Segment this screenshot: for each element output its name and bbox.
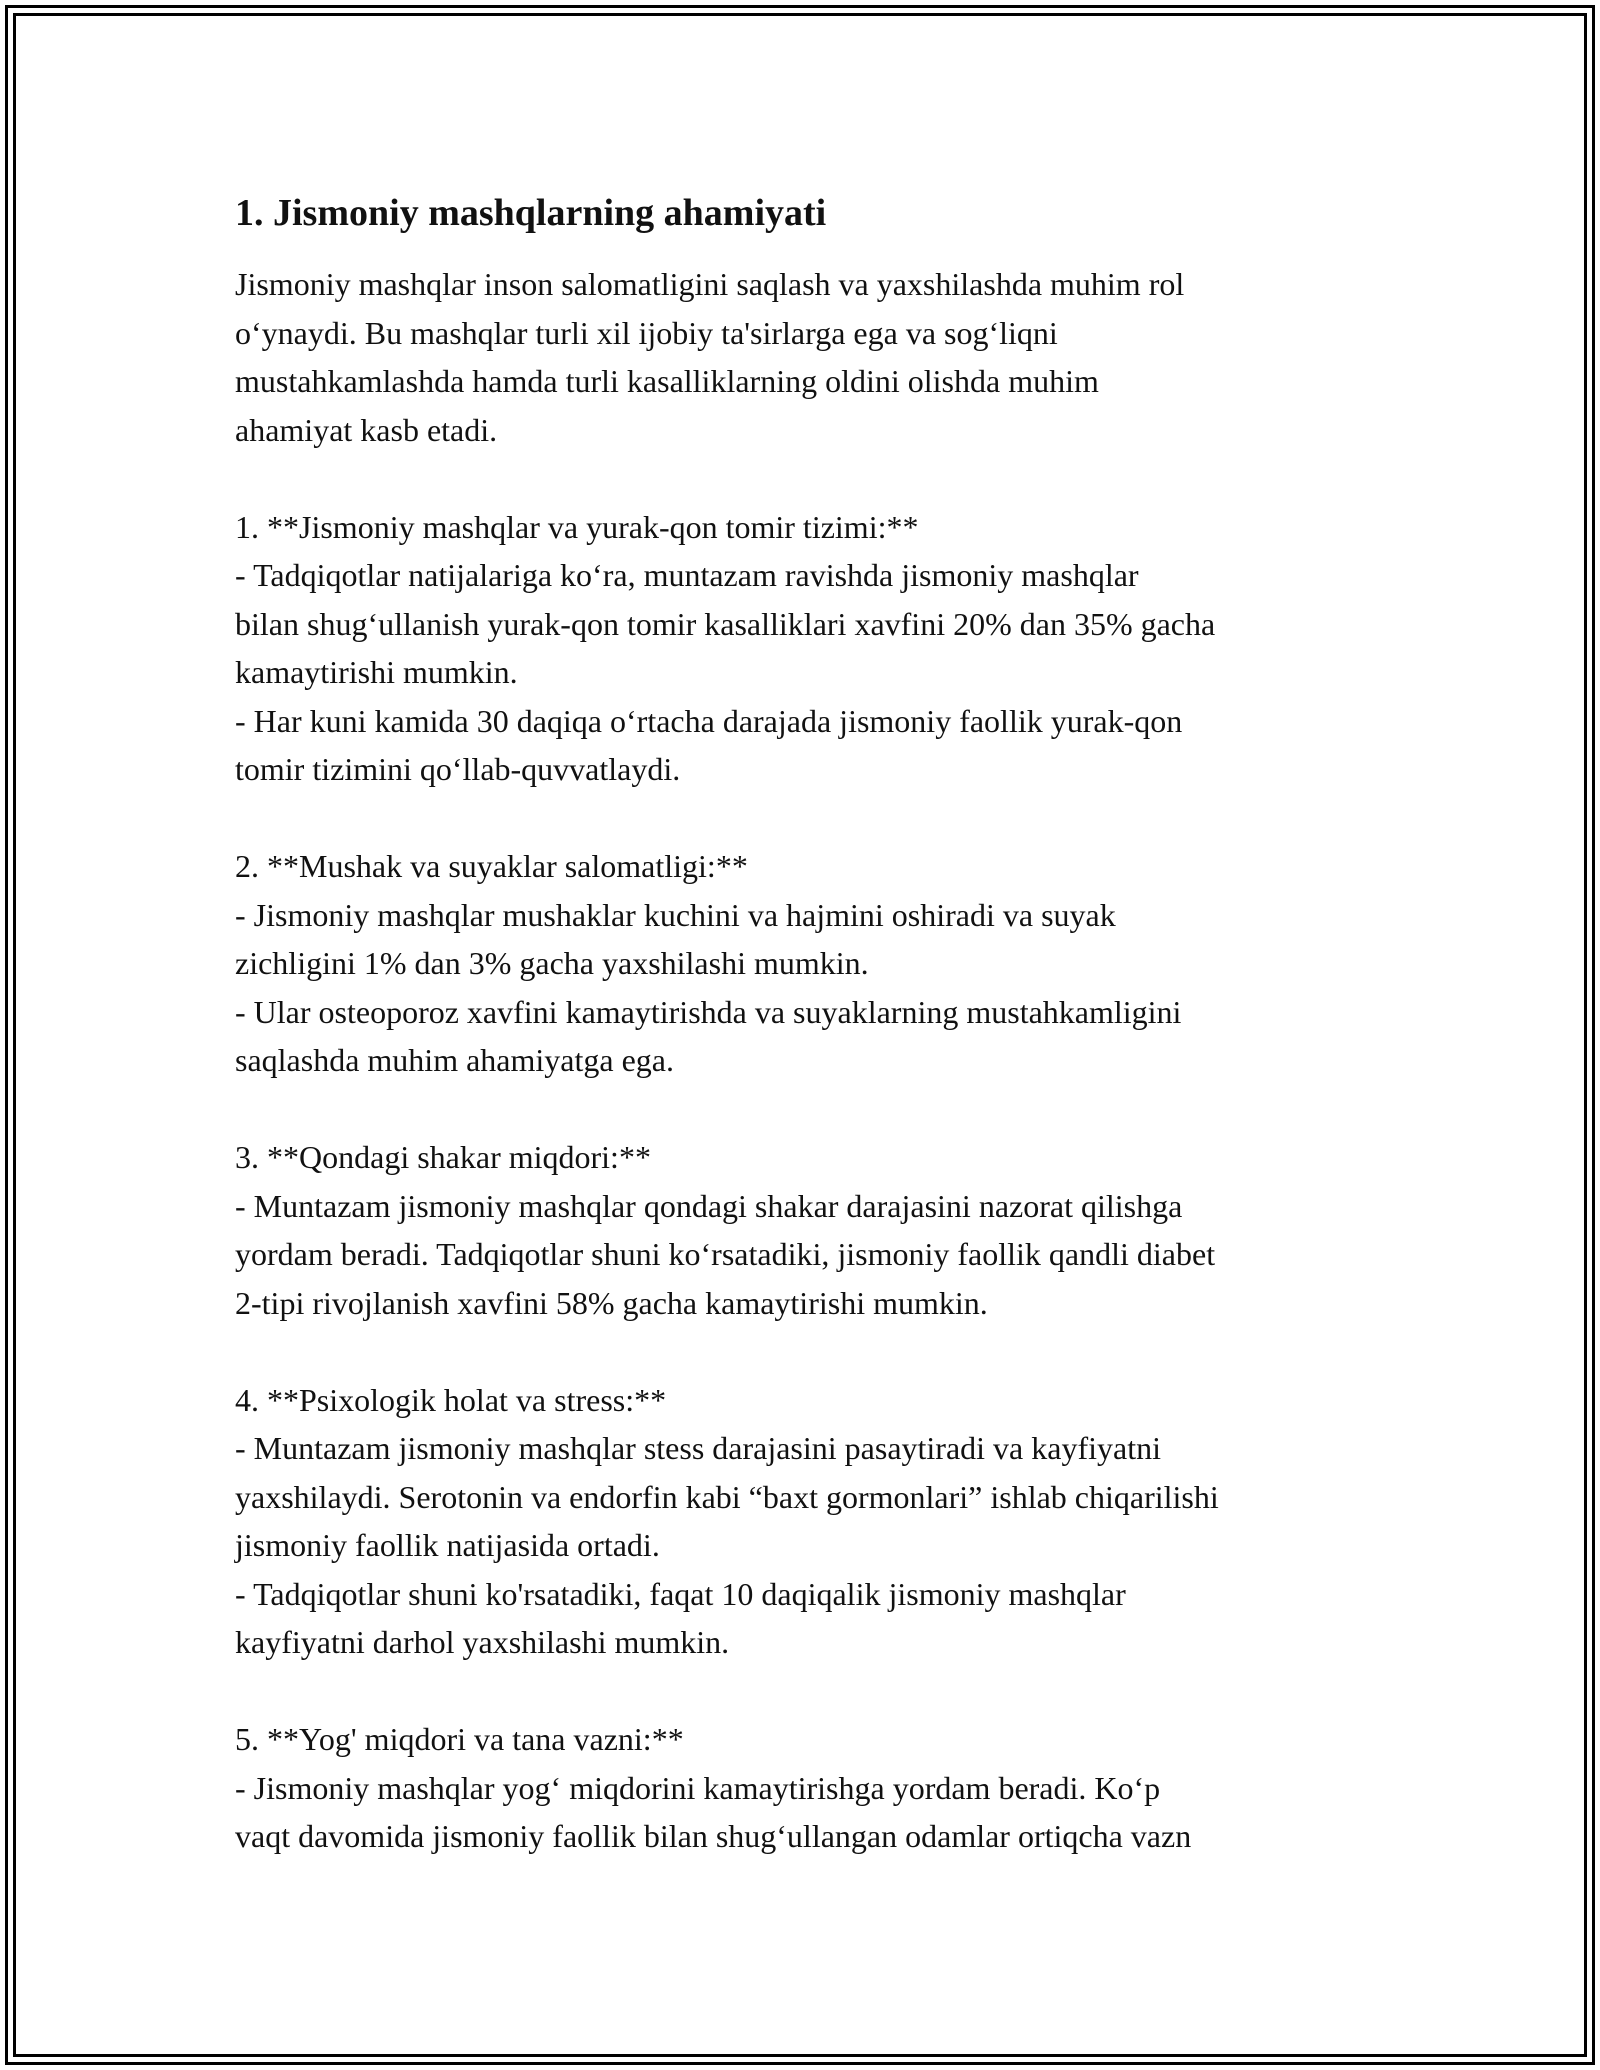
paragraph-spacer <box>235 794 1385 843</box>
document-body <box>235 188 1385 1861</box>
paragraph-spacer <box>235 1327 1385 1376</box>
paragraph-spacer <box>235 454 1385 503</box>
point-psychology-stress: 4. **Psixologik holat va stress:** - Muntazam jismoniy mashqlar stess darajasini pasaytiradi va kayfiyatni yaxshilaydi. Serotonin va endorfin kabi “baxt gormonlari” ishlab chiqarilishi jismoniy faollik natijasida ortadi. - Tadqiqotlar shuni ko'rsatadiki, faqat 10 daqiqalik jismoniy mashqlar kayfiyatni darhol yaxshilashi mumkin. <box>235 1381 1219 1660</box>
point-cardiovascular: 1. **Jismoniy mashqlar va yurak-qon tomir tizimi:** - Tadqiqotlar natijalariga ko‘ra, muntazam ravishda jismoniy mashqlar bilan shug‘ullanish yurak-qon tomir kasalliklari xavfini 20% dan 35% gacha kamaytirishi mumkin. - Har kuni kamida 30 daqiqa o‘rtacha darajada jismoniy faollik yurak-qon tomir tizimini qo‘llab-quvvatlaydi. <box>235 508 1216 787</box>
point-fat-weight: 5. **Yog' miqdori va tana vazni:** - Jismoniy mashqlar yog‘ miqdorini kamaytirishga yordam beradi. Ko‘p vaqt davomida jismoniy faollik bilan shug‘ullangan odamlar ortiqcha vazn <box>235 1721 1192 1854</box>
section-heading: 1. Jismoniy mashqlarning ahamiyati <box>235 192 827 234</box>
intro-paragraph: Jismoniy mashqlar inson salomatligini saqlash va yaxshilashda muhim rol o‘ynaydi. Bu mashqlar turli xil ijobiy ta'sirlarga ega va sog‘liqni mustahkamlashda hamda turli kasalliklarning oldini olishda muhim ahamiyat kasb etadi. <box>235 266 1185 448</box>
paragraph-spacer <box>235 1085 1385 1134</box>
point-muscles-bones: 2. **Mushak va suyaklar salomatligi:** - Jismoniy mashqlar mushaklar kuchini va hajmini oshiradi va suyak zichligini 1% dan 3% gacha yaxshilashi mumkin. - Ular osteoporoz xavfini kamaytirishda va suyaklarning mustahkamligini saqlashda muhim ahamiyatga ega. <box>235 848 1182 1078</box>
point-blood-sugar: 3. **Qondagi shakar miqdori:** - Muntazam jismoniy mashqlar qondagi shakar darajasini nazorat qilishga yordam beradi. Tadqiqotlar shuni ko‘rsatadiki, jismoniy faollik qandli diabet 2-tipi rivojlanish xavfini 58% gacha kamaytirishi mumkin. <box>235 1139 1216 1321</box>
paragraph-spacer <box>235 1667 1385 1716</box>
